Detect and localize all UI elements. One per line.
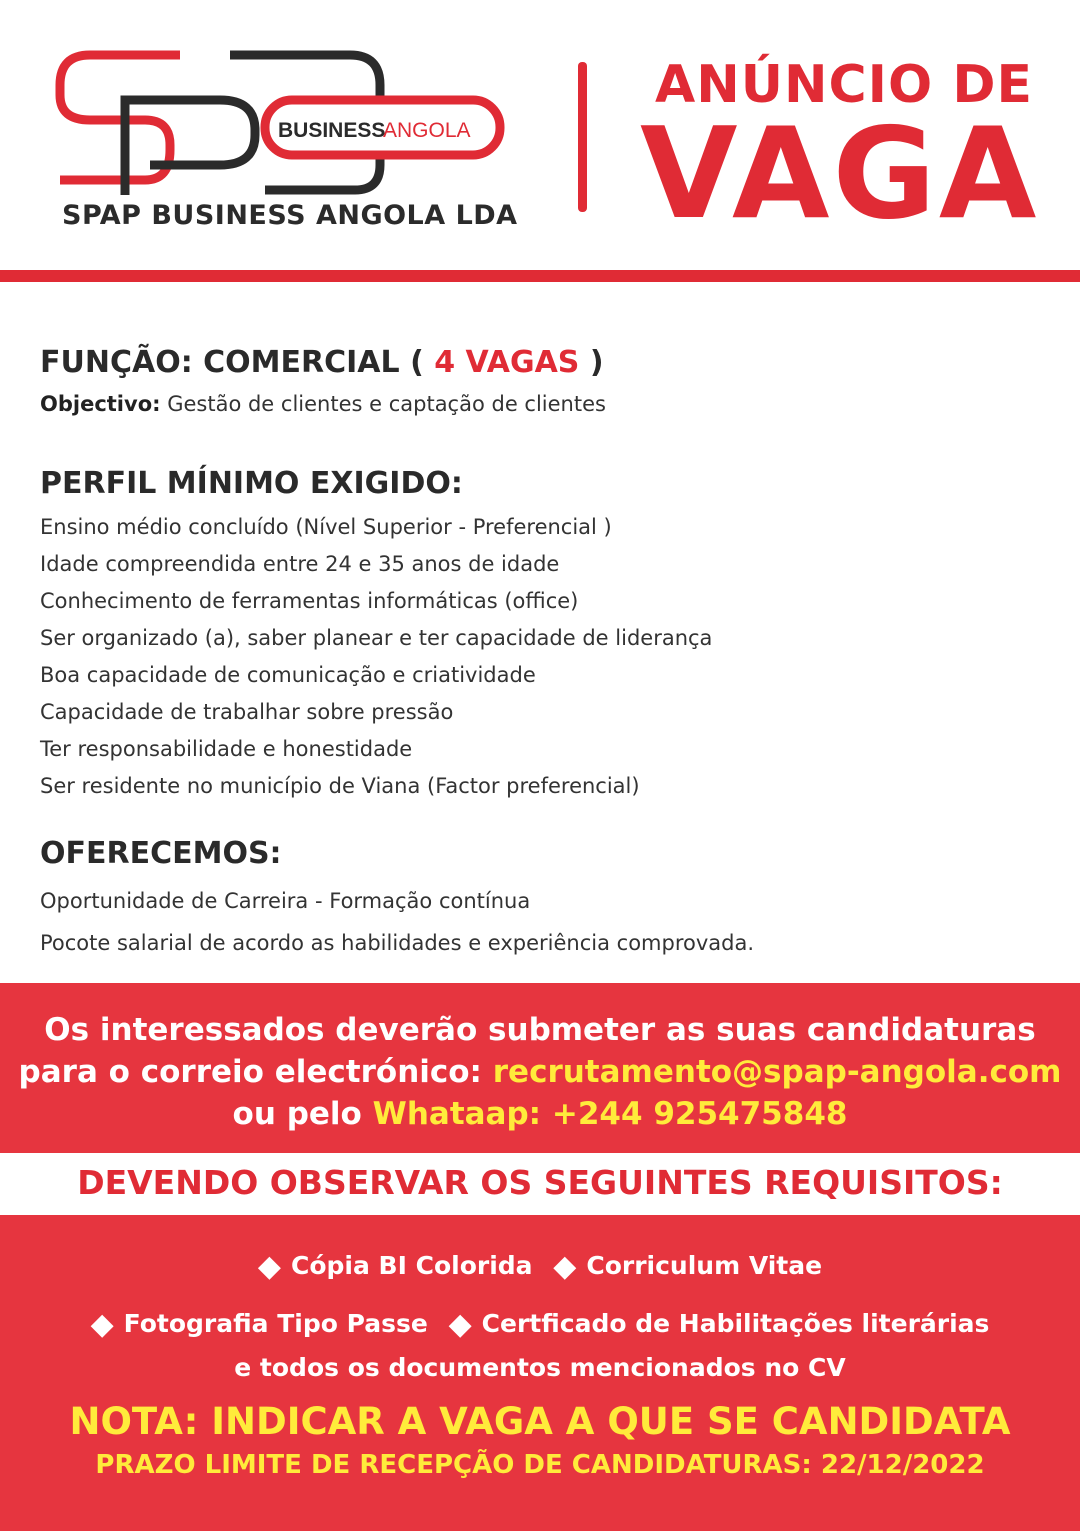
offer-item: Pocote salarial de acordo as habilidades e experiência comprovada.: [40, 931, 755, 955]
header: [0, 0, 1080, 290]
profile-heading: PERFIL MÍNIMO EXIGIDO:: [40, 466, 463, 501]
contact-line-2: [0, 1051, 1080, 1093]
list-item: Ser residente no município de Viana (Factor preferencial): [40, 774, 640, 798]
diamond-bullet-icon: ◆: [257, 1249, 281, 1284]
whatsapp-number[interactable]: Whataap: +244 925475848: [372, 1096, 848, 1132]
contact-line-1: Os interessados deverão submeter as suas candidaturas: [44, 1012, 1036, 1048]
diamond-bullet-icon: ◆: [553, 1249, 577, 1284]
header-divider: [0, 270, 1080, 282]
list-item: Boa capacidade de comunicação e criatividade: [40, 663, 536, 687]
list-item: Conhecimento de ferramentas informáticas (office): [40, 589, 579, 613]
requirements-heading: DEVENDO OBSERVAR OS SEGUINTES REQUISITOS:: [77, 1163, 1003, 1202]
vertical-divider: [578, 62, 587, 212]
title-anuncio: ANÚNCIO DE: [655, 55, 1034, 115]
note: NOTA: INDICAR A VAGA A QUE SE CANDIDATA: [69, 1400, 1011, 1443]
list-item: Capacidade de trabalhar sobre pressão: [40, 700, 454, 724]
profile-list: [40, 509, 1040, 805]
offer-heading: OFERECEMOS:: [40, 836, 282, 871]
requirements-row-1: [0, 1249, 1080, 1284]
requirements-extra: e todos os documentos mencionados no CV: [234, 1353, 846, 1382]
deadline: PRAZO LIMITE DE RECEPÇÃO DE CANDIDATURAS: 22/12/2022: [95, 1450, 985, 1480]
title-vaga: VAGA: [640, 100, 1040, 247]
requirement-label: Fotografia Tipo Passe: [123, 1309, 428, 1338]
logo-text-angola: ANGOLA: [383, 119, 471, 142]
list-item: Ter responsabilidade e honestidade: [40, 737, 413, 761]
list-item: Ser organizado (a), saber planear e ter capacidade de liderança: [40, 626, 713, 650]
requirement-label: Corriculum Vitae: [586, 1251, 823, 1280]
list-item: Ensino médio concluído (Nível Superior - Preferencial ): [40, 515, 612, 539]
logo-text-business: BUSINESS: [278, 119, 386, 142]
offer-item: Oportunidade de Carreira - Formação contínua: [40, 889, 531, 913]
requirement-item: [553, 1249, 822, 1284]
job-title-close: ): [589, 345, 604, 380]
offer-section: [40, 836, 1040, 955]
diamond-bullet-icon: ◆: [90, 1307, 114, 1342]
objective: [40, 392, 1040, 416]
list-item: Idade compreendida entre 24 e 35 anos de idade: [40, 552, 560, 576]
job-title: [40, 345, 1040, 380]
vacancy-count: 4 VAGAS: [434, 345, 580, 380]
requirement-item: [91, 1307, 428, 1342]
job-section: [40, 345, 1040, 416]
objective-text: Gestão de clientes e captação de clientes: [167, 392, 606, 416]
company-name: SPAP BUSINESS ANGOLA LDA: [62, 200, 518, 231]
email-prefix: para o correio electrónico:: [18, 1054, 482, 1090]
requirement-item: [449, 1307, 990, 1342]
contact-line-3: [0, 1093, 1080, 1135]
company-logo: [50, 45, 520, 200]
email-link[interactable]: recrutamento@spap-angola.com: [492, 1054, 1062, 1090]
objective-label: Objectivo:: [40, 392, 161, 416]
whatsapp-prefix: ou pelo: [232, 1096, 362, 1132]
profile-section: [40, 466, 1040, 805]
diamond-bullet-icon: ◆: [448, 1307, 472, 1342]
job-title-label: FUNÇÃO: COMERCIAL (: [40, 345, 424, 380]
requirements-row-2: [0, 1307, 1080, 1342]
contact-band: [0, 983, 1080, 1153]
requirement-label: Cópia BI Colorida: [290, 1251, 533, 1280]
requirements-band: [0, 1215, 1080, 1531]
requirement-label: Certficado de Habilitações literárias: [481, 1309, 990, 1338]
requirement-item: [258, 1249, 533, 1284]
